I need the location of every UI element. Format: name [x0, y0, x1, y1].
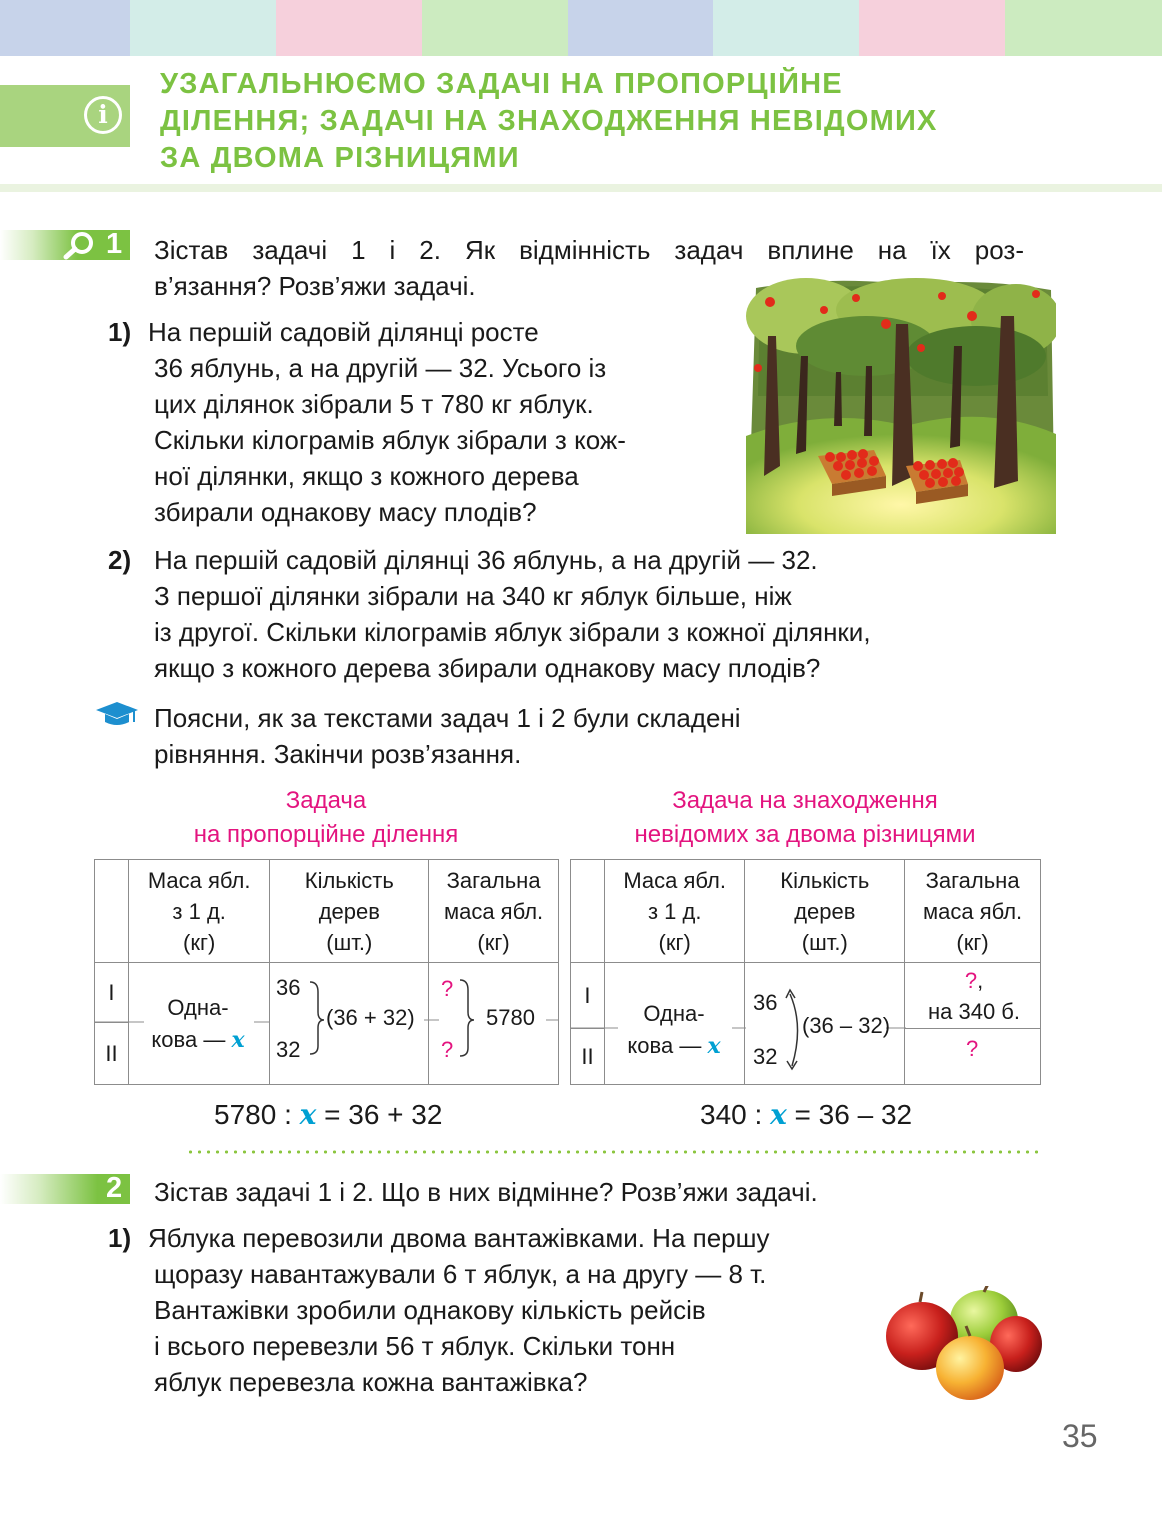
left-count-1: 36	[276, 975, 301, 1000]
top-stripe-6	[713, 0, 859, 56]
right-count-2: 32	[753, 1044, 778, 1069]
task-2-intro: Зістав задачі 1 і 2. Що в них відмінне? Розв’яжи задачі.	[154, 1177, 818, 1207]
right-mass-x: x	[707, 1033, 721, 1059]
apples-illustration	[884, 1286, 1044, 1416]
left-count-sum: (36 + 32)	[326, 1005, 415, 1030]
table-row	[95, 860, 559, 963]
left-count-2: 32	[276, 1037, 301, 1062]
right-count-diff: (36 – 32)	[802, 1013, 891, 1038]
right-table-row-label-2: II	[571, 1029, 605, 1085]
right-total-unknown-1: ?	[964, 968, 978, 993]
left-equation-lhs: 5780	[214, 1099, 277, 1130]
task-2-problem-1-line-4: і всього перевезли 56 т яблук. Скільки тонн	[154, 1331, 676, 1361]
task-1-intro-line-1: Зістав задачі 1 і 2. Як відмінність задач вплине на їх роз-	[154, 235, 1024, 265]
top-stripe-3	[276, 0, 422, 56]
left-equation-colon: :	[284, 1099, 292, 1130]
right-table-caption-line-2: невідомих за двома різницями	[634, 821, 976, 848]
task-1-problem-1-line-1: На першій садовій ділянці росте	[148, 317, 539, 347]
task-2-problem-1-line-3: Вантажівки зробили однакову кількість рейсів	[154, 1295, 706, 1325]
task-1-problem-1-line-2: 36 яблунь, а на другій — 32. Усього із	[154, 353, 607, 383]
info-icon: i	[84, 96, 122, 134]
right-total-1-text	[906, 965, 1042, 1027]
orchard-illustration	[746, 276, 1056, 534]
header-divider	[0, 184, 1162, 192]
task-1-problem-2-line-1: На першій садовій ділянці 36 яблунь, а на другій — 32.	[154, 545, 818, 575]
top-stripe-4	[422, 0, 568, 56]
graduation-cap-icon	[94, 700, 140, 730]
right-total-comma: ,	[977, 968, 984, 993]
left-table-caption	[94, 784, 558, 852]
top-stripe-1	[0, 0, 130, 56]
right-total-unknown-2: ?	[966, 1036, 979, 1061]
task-1-problem-2-line-4: якщо з кожного дерева збирали однакову масу плодів?	[154, 653, 821, 683]
magnifier-icon	[62, 230, 96, 260]
right-table-caption	[570, 784, 1040, 852]
task-2-problem-1-line-2: щоразу навантажували 6 т яблук, а на другу — 8 т.	[154, 1259, 767, 1289]
right-count-1: 36	[753, 990, 778, 1015]
task-1-number: 1	[106, 228, 123, 260]
explain-line-2: рівняння. Закінчи розв’язання.	[154, 739, 522, 769]
right-equation	[700, 1097, 912, 1133]
page-title	[160, 66, 1120, 177]
left-total-unknown-2: ?	[441, 1037, 454, 1062]
page-number: 35	[1062, 1418, 1098, 1454]
right-equation-rhs: = 36 – 32	[794, 1099, 913, 1130]
task-2-problem-1-label: 1)	[108, 1223, 132, 1253]
task-1-problem-1-line-4: Скільки кілограмів яблук зібрали з кож-	[154, 425, 626, 455]
right-equation-colon: :	[754, 1099, 763, 1130]
left-table-header-mass: Маса ябл. з 1 д. (кг)	[128, 860, 270, 963]
right-total-more: на 340 б.	[927, 999, 1021, 1024]
task-1-badge	[0, 230, 130, 260]
left-table-header-total: Загальна маса ябл. (кг)	[429, 860, 559, 963]
page-title-line-1: УЗАГАЛЬНЮЄМО ЗАДАЧІ НА ПРОПОРЦІЙНЕ	[160, 68, 843, 100]
right-mass-word-1: Одна-	[643, 1001, 705, 1026]
task-1-problem-1-line-3: цих ділянок зібрали 5 т 780 кг яблук.	[154, 389, 594, 419]
top-stripe-5	[568, 0, 713, 56]
task-1-problem-2-line-2: З першої ділянки зібрали на 340 кг яблук більше, ніж	[154, 581, 792, 611]
left-equation-x: x	[299, 1098, 317, 1131]
table-row	[571, 860, 1041, 963]
left-total-unknown-1: ?	[441, 976, 454, 1001]
task-1-problem-1-label: 1)	[108, 317, 132, 347]
left-equation	[214, 1097, 442, 1133]
task-1-problem-1-line-5: ної ділянки, якщо з кожного дерева	[154, 461, 579, 491]
task-2-badge	[0, 1174, 130, 1204]
left-table-row-label-2: II	[95, 1023, 129, 1085]
right-table-row-label-1: I	[571, 963, 605, 1029]
top-stripe-8	[1005, 0, 1162, 56]
left-table-row-label-1: I	[95, 963, 129, 1023]
task-1-problem-2-label: 2)	[108, 545, 132, 575]
task-1-problem-2-line-3: із другої. Скільки кілограмів яблук зібрали з кожної ділянки,	[154, 617, 871, 647]
task-2-number: 2	[106, 1172, 123, 1204]
right-table-header-mass: Маса ябл. з 1 д. (кг)	[604, 860, 745, 963]
right-equation-x: x	[770, 1098, 787, 1131]
left-mass-word-2: кова —	[151, 1027, 226, 1052]
left-table-caption-line-1: Задача	[285, 787, 367, 814]
right-equation-lhs: 340	[700, 1099, 747, 1130]
left-table-header-count: Кількість дерев (шт.)	[270, 860, 429, 963]
top-stripe-7	[859, 0, 1005, 56]
page-title-line-3: ЗА ДВОМА РІЗНИЦЯМИ	[160, 142, 520, 174]
explain-line-1: Поясни, як за текстами задач 1 і 2 були складені	[154, 703, 741, 733]
right-table-caption-line-1: Задача на знаходження	[672, 787, 938, 814]
task-1-intro-line-2: в’язання? Розв’яжи задачі.	[154, 271, 476, 301]
task-2-problem-1-line-5: яблук перевезла кожна вантажівка?	[154, 1367, 588, 1397]
right-mass-word-2: кова —	[627, 1033, 702, 1058]
page-title-line-2: ДІЛЕННЯ; ЗАДАЧІ НА ЗНАХОДЖЕННЯ НЕВІДОМИХ	[160, 105, 938, 137]
left-total-sum: 5780	[486, 1005, 535, 1030]
task-2-problem-1-line-1: Яблука перевозили двома вантажівками. На першу	[148, 1223, 770, 1253]
left-mass-word-1: Одна-	[167, 995, 229, 1020]
task-1-problem-1-line-6: збирали однакову масу плодів?	[154, 497, 537, 527]
left-table-corner	[95, 860, 129, 963]
right-table-header-total: Загальна маса ябл. (кг)	[905, 860, 1041, 963]
dotted-separator	[186, 1150, 1042, 1154]
right-table-header-count: Кількість дерев (шт.)	[745, 860, 905, 963]
left-mass-x: x	[231, 1027, 245, 1053]
top-stripe-2	[130, 0, 276, 56]
left-equation-rhs: = 36 + 32	[324, 1099, 443, 1130]
right-table-corner	[571, 860, 605, 963]
left-table-caption-line-2: на пропорційне ділення	[193, 821, 459, 848]
